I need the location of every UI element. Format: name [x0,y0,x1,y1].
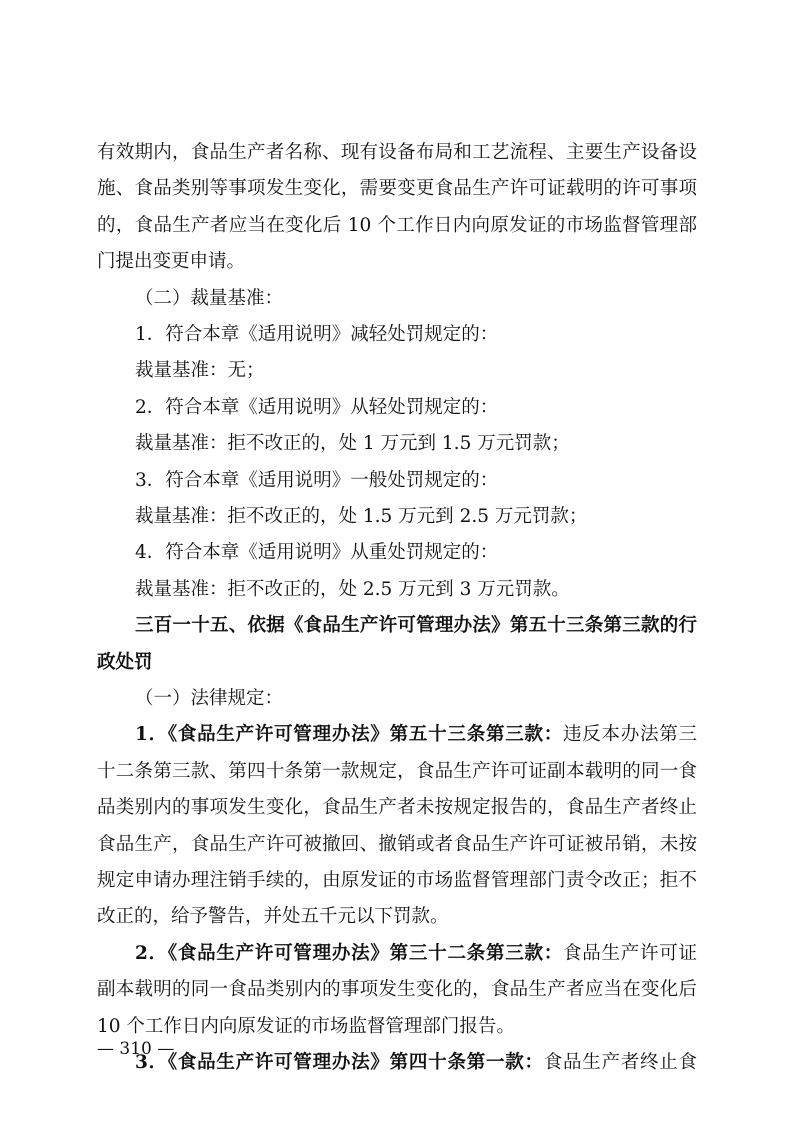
clause-text: 食品生产许可证 [562,942,697,964]
list-item: 裁量基准：拒不改正的，处 1 万元到 1.5 万元罚款； [135,433,570,455]
body-line: 规定申请办理注销手续的，由原发证的市场监督管理部门责令改正；拒不 [97,870,697,891]
clause-title: 3．《食品生产许可管理办法》第四十条第一款： [135,1052,544,1073]
list-item: 2．符合本章《适用说明》从轻处罚规定的： [135,396,499,418]
clause-title: 1．《食品生产许可管理办法》第五十三条第三款： [135,724,563,746]
body-line: 十二条第三款、第四十条第一款规定，食品生产许可证副本载明的同一食 [97,760,697,782]
body-line: 有效期内，食品生产者名称、现有设备布局和工艺流程、主要生产设备设 [97,142,697,163]
body-line: 改正的，给予警告，并处五千元以下罚款。 [97,906,449,928]
body-line: 食品生产，食品生产许可被撤回、撤销或者食品生产许可证被吊销，未按 [97,833,697,855]
body-line: 10 个工作日内向原发证的市场监督管理部门报告。 [97,1015,515,1037]
list-item: 1．符合本章《适用说明》减轻处罚规定的： [135,324,499,345]
clause-line [135,942,697,966]
clause-line [135,1051,697,1075]
list-item: 裁量基准：无； [135,360,265,382]
section-heading-discretion: （二）裁量基准： [135,287,284,309]
article-heading-continued: 政处罚 [97,651,153,673]
list-item: 裁量基准：拒不改正的，处 1.5 万元到 2.5 万元罚款； [135,506,588,527]
section-heading-legal: （一）法律规定： [135,688,284,709]
clause-title: 2．《食品生产许可管理办法》第三十二条第三款： [135,942,563,964]
body-line: 副本载明的同一食品类别内的事项发生变化的，食品生产者应当在变化后 [97,979,697,1001]
page-number: — 310 — [97,1039,175,1059]
article-heading: 三百一十五、依据《食品生产许可管理办法》第五十三条第三款的行 [135,615,697,637]
body-line: 施、食品类别等事项发生变化，需要变更食品生产许可证载明的许可事项 [97,178,697,200]
body-line: 门提出变更申请。 [97,251,246,273]
list-item: 裁量基准：拒不改正的，处 2.5 万元到 3 万元罚款。 [135,578,570,600]
clause-line [135,723,697,747]
clause-text: 食品生产者终止食 [543,1052,697,1073]
list-item: 4．符合本章《适用说明》从重处罚规定的： [135,542,499,564]
list-item: 3．符合本章《适用说明》一般处罚规定的： [135,469,499,491]
body-line: 品类别内的事项发生变化，食品生产者未按规定报告的，食品生产者终止 [97,797,697,819]
clause-text: 违反本办法第三 [562,724,697,746]
body-line: 的，食品生产者应当在变化后 10 个工作日内向原发证的市场监督管理部 [97,214,697,236]
